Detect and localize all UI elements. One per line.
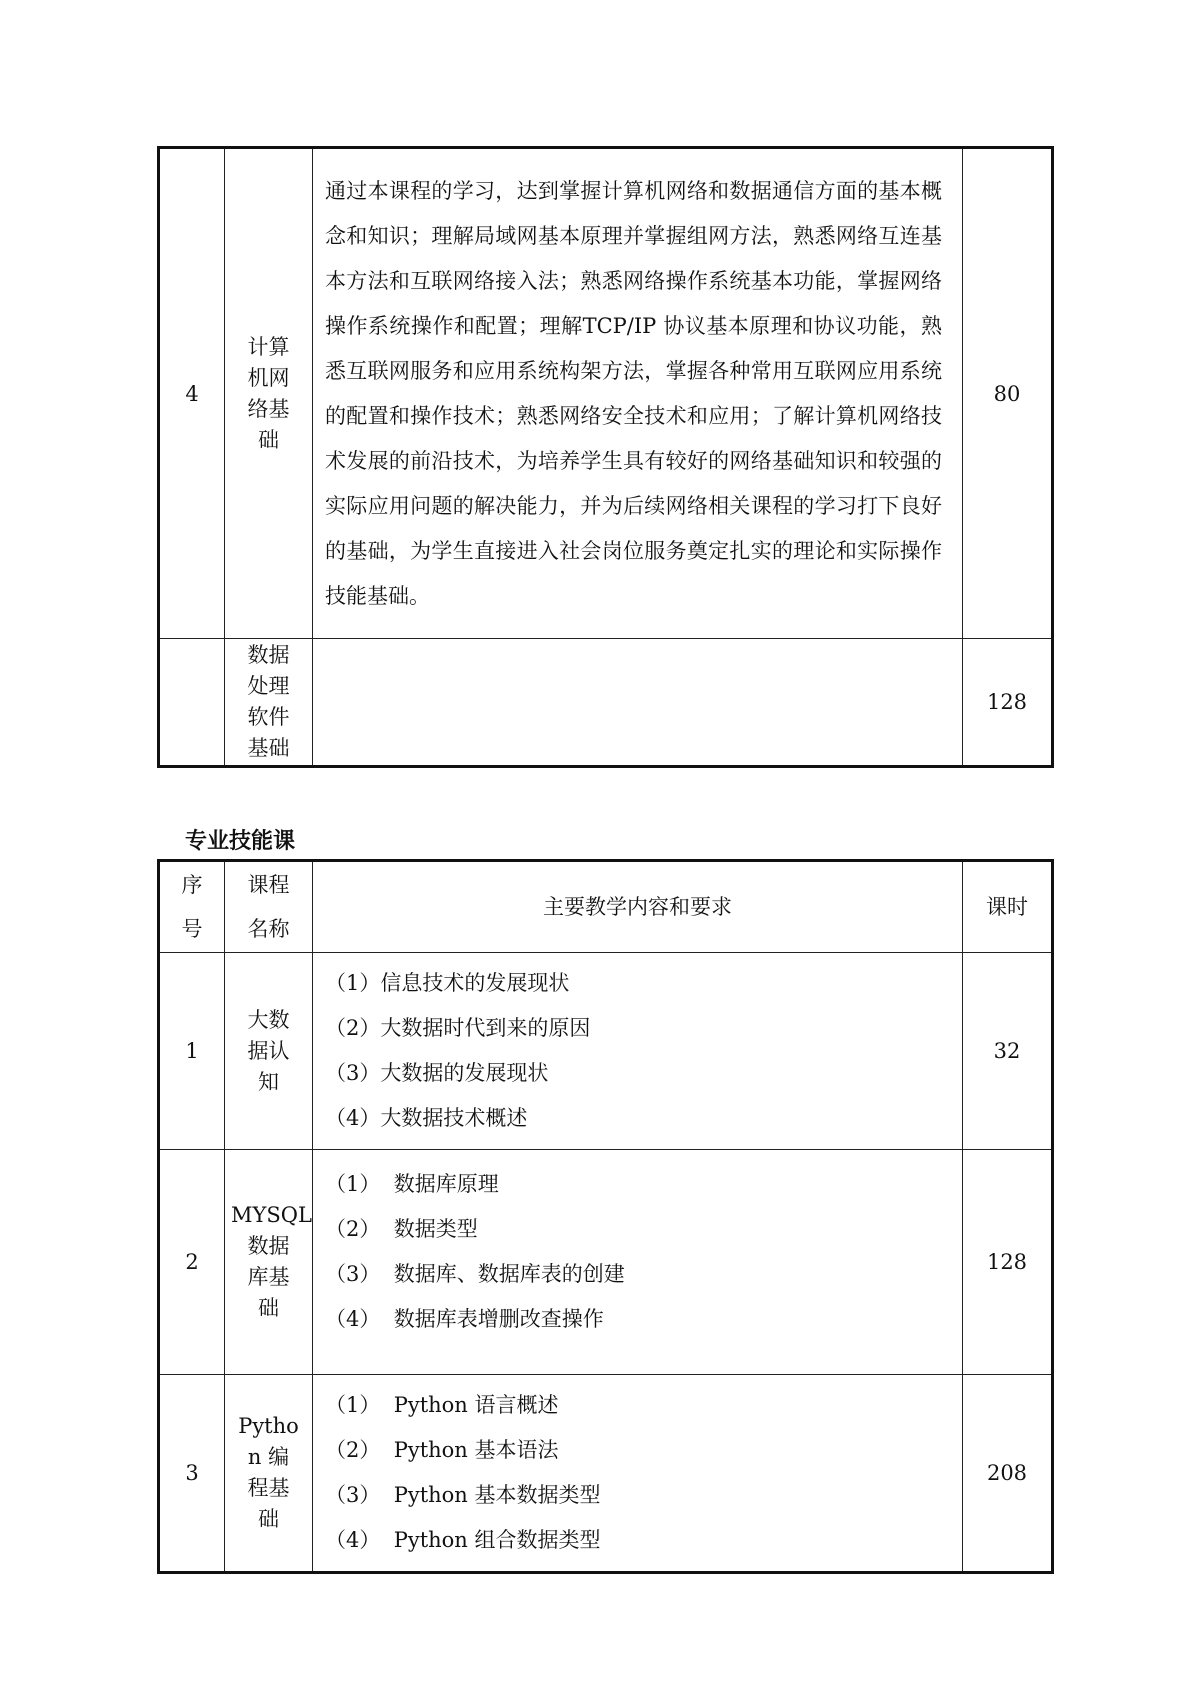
- course-name-text: 数据 处理 软件 基础: [247, 643, 290, 760]
- course-number: 2: [159, 1150, 225, 1375]
- section-heading: 专业技能课: [185, 829, 296, 854]
- course-description: [313, 148, 963, 639]
- content-item: （3） Python 基本数据类型: [325, 1483, 601, 1507]
- header-content: 主要教学内容和要求: [313, 861, 963, 953]
- content-item: （3） 数据库、数据库表的创建: [325, 1262, 625, 1286]
- content-item: （3）大数据的发展现状: [325, 1061, 549, 1085]
- content-item: （4）大数据技术概述: [325, 1106, 528, 1130]
- course-description: [313, 639, 963, 767]
- content-item: （1） 数据库原理: [325, 1172, 499, 1196]
- content-item: （1） Python 语言概述: [325, 1393, 559, 1417]
- course-name-text: 计算 机网 络基 础: [247, 334, 290, 452]
- course-name: [225, 639, 313, 767]
- course-number: 4: [159, 148, 225, 639]
- header-name-text: 课程 名称: [247, 873, 290, 941]
- course-name-text: MYSQL 数据 库基 础: [231, 1203, 312, 1320]
- course-content: [313, 953, 963, 1150]
- course-name: [225, 148, 313, 639]
- course-content: [313, 1375, 963, 1573]
- course-hours: 128: [963, 1150, 1053, 1375]
- content-item: （2） 数据类型: [325, 1217, 478, 1241]
- course-hours: 128: [963, 639, 1053, 767]
- content-item: （2）大数据时代到来的原因: [325, 1016, 591, 1040]
- course-name-text: Pytho n 编 程基 础: [238, 1414, 299, 1531]
- course-name: [225, 1150, 313, 1375]
- course-number: [159, 639, 225, 767]
- course-name: [225, 1375, 313, 1573]
- content-item: （2） Python 基本语法: [325, 1438, 559, 1462]
- header-number-text: 序 号: [181, 873, 203, 941]
- course-hours: 208: [963, 1375, 1053, 1573]
- course-content: [313, 1150, 963, 1375]
- course-number: 3: [159, 1375, 225, 1573]
- table-header-row: [159, 861, 1053, 953]
- header-hours: 课时: [963, 861, 1053, 953]
- course-description-text: 通过本课程的学习，达到掌握计算机网络和数据通信方面的基本概念和知识；理解局域网基本原理并掌握组网方法，熟悉网络互连基本方法和互联网络接入法；熟悉网络操作系统基本功能，掌握网络操作系统操作和配置；理解TCP/IP 协议基本原理和协议功能，熟悉互联网服务和应用系统构架方法，掌握各种常用互联网应用系统的配置和操作技术；熟悉网络安全技术和应用；了解计算机网络技术发展的前沿技术，为培养学生具有较好的网络基础知识和较强的实际应用问题的解决能力，并为后续网络相关课程的学习打下良好的基础，为学生直接进入社会岗位服务奠定扎实的理论和实际操作技能基础。: [325, 178, 942, 608]
- table-row: [159, 1150, 1053, 1375]
- table-row: [159, 148, 1053, 639]
- table-row: [159, 639, 1053, 767]
- course-number: 1: [159, 953, 225, 1150]
- header-name: [225, 861, 313, 953]
- course-hours: 80: [963, 148, 1053, 639]
- course-name-text: 大数 据认 知: [247, 1007, 290, 1094]
- course-table-skills: [157, 859, 1054, 1574]
- content-item: （1）信息技术的发展现状: [325, 971, 570, 995]
- content-item: （4） 数据库表增删改查操作: [325, 1307, 604, 1331]
- course-hours: 32: [963, 953, 1053, 1150]
- course-name: [225, 953, 313, 1150]
- table-row: [159, 1375, 1053, 1573]
- table-row: [159, 953, 1053, 1150]
- content-item: （4） Python 组合数据类型: [325, 1528, 601, 1552]
- course-table-basic: [157, 146, 1054, 768]
- header-number: [159, 861, 225, 953]
